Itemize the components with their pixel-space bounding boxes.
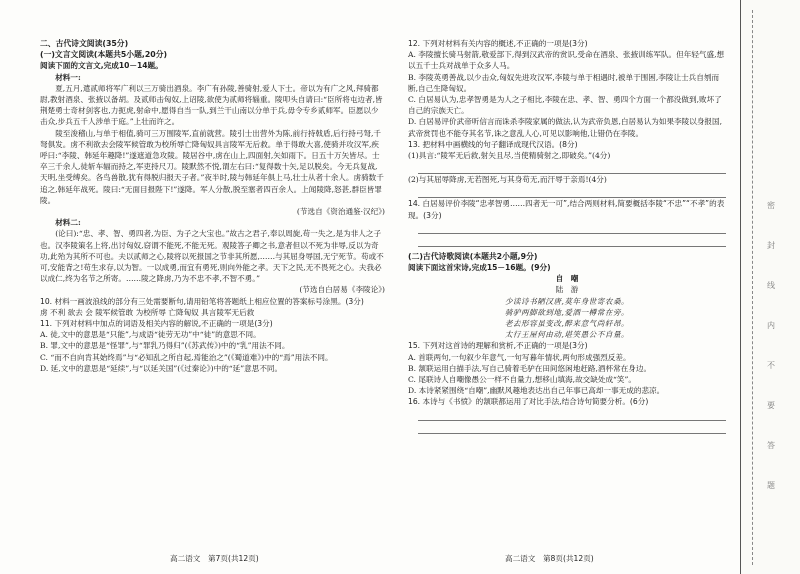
margin-char: 密 [767, 201, 775, 210]
right-page [408, 38, 726, 434]
question-10-text: 虏 不利 欲去 会 陵军候管敢 为校所辱 亡降匈奴 具言陵军无后救 [40, 307, 255, 317]
left-page-footer: 高二语文 第7页(共12页) [170, 554, 259, 563]
material2-label: 材料二: [55, 218, 81, 228]
question-12-option-b: B. 李陵英勇善战,以少击众,匈奴先进攻汉军,李陵与单于相遇时,被单于围困,李陵让士兵自刎而断,自己生降匈奴。 [408, 72, 720, 93]
poem-instruction: 阅读下面这首宋诗,完成15－16题。(9分) [408, 263, 551, 273]
poem-author: 陆 游 [555, 285, 579, 295]
poem-line: 太行王屋何由动,堪笑愚公不自量。 [504, 330, 630, 340]
question-15: 15. 下列对这首诗的理解和赏析,不正确的一项是(3分) [408, 341, 588, 351]
poem-section-title: (二)古代诗歌阅读(本题共2小题,9分) [408, 251, 538, 261]
margin-char: 答 [767, 441, 775, 450]
sub-title: (一)文言文阅读(本题共5小题,20分) [40, 50, 168, 60]
material1-paragraph-1: 夏,五月,遣贰师将军广利以三万骑出酒泉。李广有孙陵,善骑射,爱人下士。帝以为有广之风,拜骑都尉,教射酒泉、张掖以备胡。及贰师击匈奴,上诏陵,欲使为贰师将辎重。陵叩头自请曰:“臣所将屯边者,皆荆楚勇士奇材剑客也,力扼虎,射命中,愿得自当一队,到兰干山南以分单于兵,毋令专乡贰师军。臣愿以少击众,步兵五千人涉单于庭。”上壮而许之。 [40, 83, 383, 127]
question-12: 12. 下列对材料有关内容的概述,不正确的一项是(3分) [408, 39, 588, 48]
margin-char: 线 [767, 281, 775, 290]
material2-paragraph: (论曰):“忠、孝、智、勇四者,为臣、为子之大宝也。”故古之君子,奉以周旋,苟一失之,是为非人之子也。汉李陵策名上将,出讨匈奴,窃谓不能死,不能无死。观陵答子卿之书,意者但以不死为非辱,反以为奇功,此殆为其所不可也。夫以贰师之心,陵将以死报国之节非其所愿,……与其屈身辱国,无宁死节。苟或不可,安能背之!苟生求存,以为智。一以成勇,而宜有勇死,则向外能之孝。天下之民,无不畏死之心。夫我必以成仁,终为名节之所寄。……陵之降虏,乃为不忠不孝,不智不勇。” [40, 229, 384, 284]
answer-line[interactable] [418, 423, 726, 434]
question-12-option-c: C. 白居易认为,忠孝智勇是为人之子相比,李陵在忠、孝、智、勇四个方面一个都没做到,败坏了自己的宗族天亡。 [408, 95, 722, 116]
right-page-footer: 高二语文 第8页(共12页) [505, 554, 594, 563]
question-11-option-d: D. 延,文中的意思是“延续”,与“以延关国”(《过秦论》)中的“延”意思不同。 [40, 363, 283, 373]
poem-line: 骑驴两脚欲到地,爱酒一樽常在旁。 [504, 307, 630, 317]
margin-char: 不 [767, 361, 775, 370]
left-page [40, 38, 385, 374]
section-title: 二、古代诗文阅读(35分) [40, 39, 129, 48]
poem-line: 老去形容虽变改,醉来意气尚轩昂。 [504, 319, 630, 329]
answer-line[interactable] [418, 410, 726, 421]
question-12-option-d: D. 白居易评价武帝听信言而诛杀李陵家属的做法,认为武帝负恩,白居易认为如果李陵以身报国,武帝赏罚也不能夺其名节,诛之意乱人心,可见以影响他,让错仍在李陵。 [408, 117, 723, 138]
margin-char: 要 [767, 401, 775, 410]
poem-title: 自 嘲 [555, 274, 579, 284]
question-13-part-1: (1)具言:“陵军无后救,射矢且尽,当使精骑射之,即破矣。”(4分) [408, 151, 611, 161]
question-15-option-a: A. 首联两句,一句叙少年意气,一句写暮年情状,两句形成强烈反差。 [408, 352, 631, 362]
question-14: 14. 白居易评价李陵“忠孝智勇……四者无一可”,结合两则材料,简要概括李陵“不忠”“不孝”的表现。(3分) [408, 199, 725, 220]
material1-source: (节选自《资治通鉴·汉纪》) [296, 207, 385, 217]
answer-line[interactable] [418, 187, 726, 198]
question-15-option-c: C. 尾联诗人自嘲像愚公一样不自量力,想移山填海,故交缺处成“笑”。 [408, 375, 636, 385]
question-15-option-b: B. 颔联运用白描手法,写自己骑着毛驴在田间悠闲地赶路,酒杯常在身边。 [408, 363, 652, 373]
material1-label: 材料一: [55, 72, 81, 82]
seal-line [752, 10, 753, 565]
question-11-option-c: C. “而不自向肯其始终焉”与“必知乱之所自起,焉能治之”(《蜀道难》)中的“焉”用法不同。 [40, 352, 333, 362]
question-12-option-a: A. 李陵擅长骑马射箭,敬爱部下,得到汉武帝的赏识,受命在酒泉、张掖训练军队。但年轻气盛,想以五千士兵对战单于众多人马。 [408, 50, 725, 71]
margin-char: 题 [767, 481, 775, 490]
answer-line[interactable] [418, 163, 726, 174]
instruction: 阅读下面的文言文,完成10－14题。 [40, 61, 163, 71]
question-10: 10. 材料一画波浪线的部分有三处需要断句,请用铅笔将答题纸上相应位置的答案标号涂黑。(3分) [40, 296, 364, 306]
answer-line[interactable] [418, 236, 726, 247]
margin-char: 封 [767, 241, 775, 250]
question-13-part-2: (2)与其屈辱降虏,无若图死,与其身苟无,而汗辱于亲焉!(4分) [408, 175, 607, 185]
question-11: 11. 下列对材料中加点的词语及相关内容的解说,不正确的一项是(3分) [40, 319, 273, 329]
poem-line: 少读诗书陋汉唐,莫年身世寄农桑。 [504, 296, 630, 306]
question-11-option-a: A. 徒,文中的意思是“只能”,与成语“徒劳无功”中“徒”的意思不同。 [40, 330, 261, 340]
question-15-option-d: D. 本诗紧紧围绕“自嘲”,幽默风趣地表达出自己年事已高却一事无成的悲凉。 [408, 386, 665, 396]
material1-paragraph-2: 陵至浚稽山,与单于相值,骑可三万围陵军,直前就营。陵引士出营外为陈,前行持戟盾,后行持弓弩,千弩俱发。虏不利欲去会陵军候管敢为校所辱亡降匈奴具言陵军无后救。单于得敢大喜,使骑并攻汉军,疾呼曰:“李陵、韩延年趣降!”遂遮道急攻陵。陵居谷中,虏在山上,四面射,矢如雨下。日五十万矢皆尽。士卒三千余人,徒斩车辐而持之,军吏持尺刀。陵默然不悦,谓左右曰:“复得数十矢,足以脱矣。今无兵复战,天明,坐受缚矣。各鸟兽散,犹有得脱归报天子者。”夜半时,陵与韩延年俱上马,壮士从者十余人。虏骑数千追之,韩延年战死。陵曰:“无面目报陛下!”遂降。军人分散,脱至塞者四百余人。上闻陵降,怒甚,群臣皆罪陵。 [40, 128, 384, 205]
material2-source: (节选自白居易《李陵论》) [299, 285, 385, 295]
question-13: 13. 把材料中画横线的句子翻译成现代汉语。(8分) [408, 139, 578, 149]
question-11-option-b: B. 罪,文中的意思是“怪罪”,与“罪乳乃得归”(《苏武传》)中的“乳”用法不同。 [40, 341, 290, 351]
margin-char: 内 [767, 321, 775, 330]
question-16: 16. 本诗与《书愤》的颔联都运用了对比手法,结合诗句简要分析。(6分) [408, 397, 649, 407]
answer-line[interactable] [418, 223, 726, 234]
